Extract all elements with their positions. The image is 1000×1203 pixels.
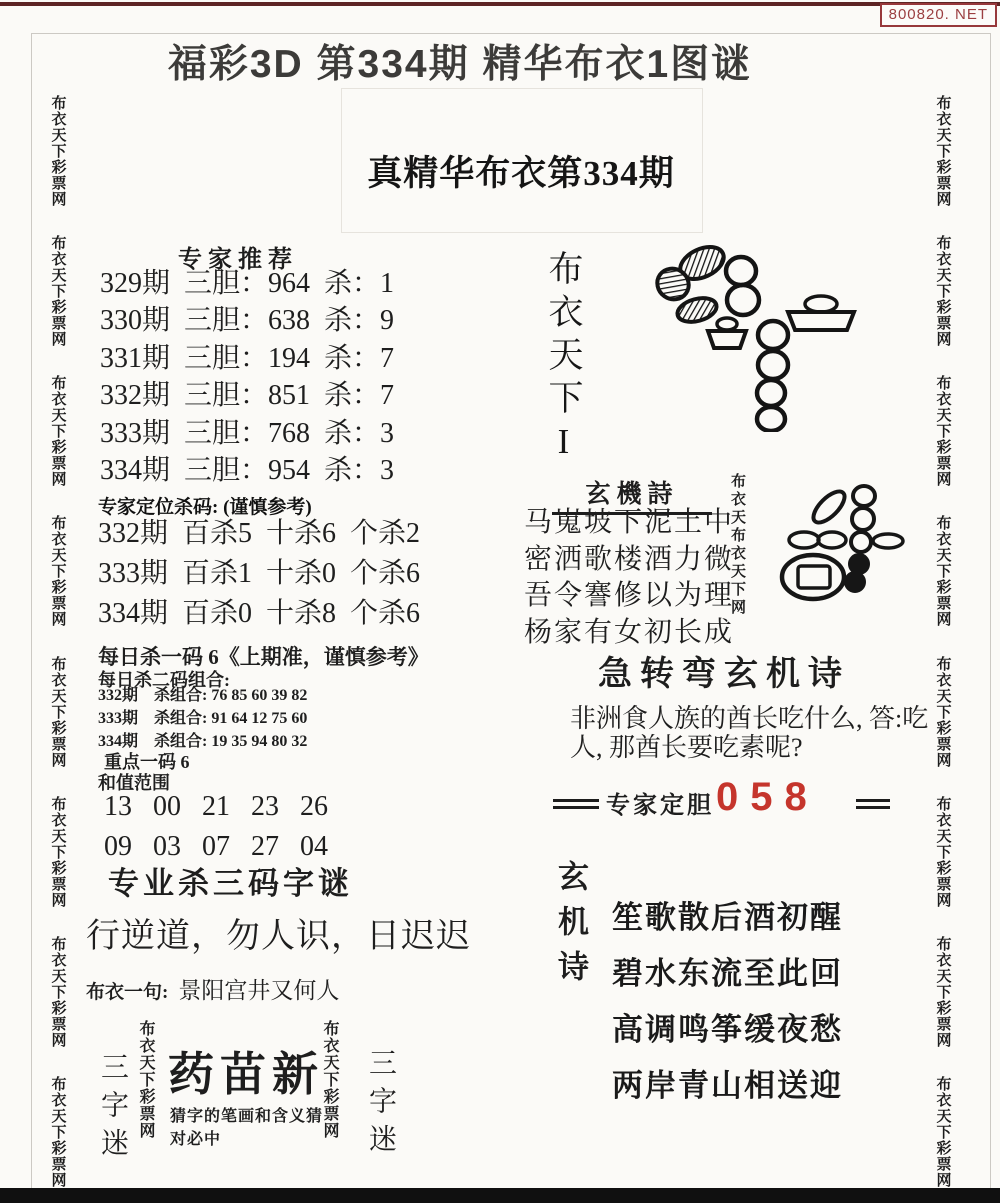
position-kill-row: 334期 百杀0 十杀8 个杀6 — [98, 598, 421, 629]
xuanji-poem-line: 碧水东流至此回 — [612, 956, 843, 991]
three-char-answer: 药苗新 — [168, 1049, 324, 1100]
expert-row: 333期 三胆：768 杀：3 — [100, 417, 395, 449]
buyi-sentence-text: 景阳宫井又何人 — [178, 978, 340, 1003]
double-dash-left — [553, 799, 599, 809]
watermark-column-right — [925, 95, 961, 1188]
mystic-poem-header: 玄機詩 — [552, 474, 712, 515]
xuanji-header-vertical: 玄机诗 — [553, 860, 588, 995]
position-kill-row: 332期 百杀5 十杀6 个杀2 — [98, 518, 421, 549]
top-border — [0, 2, 1000, 6]
mystic-poem-line: 密洒歌楼酒力微 — [524, 543, 735, 575]
watermark-text: 布衣天下彩票网 — [934, 655, 951, 768]
watermark-text: 布衣天下彩票网 — [934, 935, 951, 1048]
watermark-text: 布衣天下彩票网 — [49, 795, 66, 908]
ink-puzzle-drawing-top — [642, 240, 860, 432]
watermark-text: 布衣天下彩票网 — [321, 1020, 338, 1139]
expert-row: 331期 三胆：194 杀：7 — [100, 342, 395, 374]
double-dash-right — [856, 799, 890, 809]
dingdan-label: 专家定胆 — [606, 793, 714, 819]
key-code-label: 重点一码 6 — [104, 752, 190, 772]
page-title: 福彩3D 第334期 精华布衣1图谜 — [167, 43, 753, 86]
mystic-poem-line: 吾令謇修以为理 — [524, 580, 735, 612]
position-kill-header: 专家定位杀码: (谨慎参考) — [98, 497, 312, 518]
turn-poem-line1: 非洲食人族的酋长吃什么, 答:吃 — [570, 704, 929, 733]
sum-row: 13 00 21 23 26 — [104, 791, 328, 822]
xuanji-poem-line: 笙歌散后酒初醒 — [612, 900, 843, 935]
position-kill-row: 333期 百杀1 十杀0 个杀6 — [98, 558, 421, 589]
watermark-column-left — [40, 95, 76, 1188]
position-kill-list — [98, 514, 420, 634]
mystic-side-watermark: 布衣天布衣天下网 — [729, 473, 745, 617]
daily-kill-title: 每日杀一码 6《上期准，谨慎参考》 — [98, 645, 429, 669]
expert-row: 334期 三胆：954 杀：3 — [100, 455, 395, 487]
daily-pair-title: 每日杀二码组合: — [98, 670, 230, 690]
watermark-text: 布衣天下彩票网 — [49, 1075, 66, 1188]
center-title: 真精华布衣第334期 — [367, 154, 675, 193]
three-code-riddle: 行逆道，勿人识，日迟迟 — [86, 918, 471, 955]
turn-poem-header: 急转弯玄机诗 — [598, 656, 850, 693]
watermark-text: 布衣天下彩票网 — [49, 95, 66, 207]
watermark-text: 布衣天下彩票网 — [934, 375, 951, 488]
watermark-text: 布衣天下彩票网 — [49, 375, 66, 488]
expert-row: 329期 三胆：964 杀：1 — [100, 268, 395, 299]
xuanji-poem-line: 两岸青山相送迎 — [612, 1068, 843, 1103]
watermark-text: 布衣天下彩票网 — [934, 95, 951, 207]
xuanji-poem-line: 高调鸣筝缓夜愁 — [612, 1012, 843, 1047]
site-url-badge: 800820. NET — [880, 3, 997, 27]
buyi-sentence-label: 布衣一句: — [86, 982, 169, 1003]
three-char-label-left: 三字迷 — [97, 1052, 128, 1166]
turn-poem-line2: 人, 那酋长要吃素呢? — [570, 733, 803, 762]
three-char-label-right: 三字迷 — [365, 1048, 396, 1162]
answer-note-line2: 对必中 — [170, 1131, 222, 1148]
watermark-text: 布衣天下彩票网 — [137, 1020, 154, 1139]
watermark-text: 布衣天下彩票网 — [49, 655, 66, 768]
expert-recommend-header: 专家推荐 — [178, 247, 298, 273]
sum-row: 09 03 07 27 04 — [104, 831, 328, 862]
mystic-poem — [524, 505, 734, 652]
answer-note-line1: 猜字的笔画和含义猜 — [170, 1108, 324, 1125]
watermark-text: 布衣天下彩票网 — [934, 1075, 951, 1188]
dingdan-value: 058 — [716, 775, 819, 819]
daily-kill-row: 332期 杀组合: 76 85 60 39 82 — [98, 687, 308, 704]
daily-kill-list — [98, 684, 307, 753]
mystic-poem-line: 杨家有女初长成 — [524, 617, 735, 649]
watermark-text: 布衣天下彩票网 — [934, 795, 951, 908]
xuanji-poem — [612, 890, 843, 1114]
watermark-text: 布衣天下彩票网 — [49, 235, 66, 348]
expert-row: 332期 三胆：851 杀：7 — [100, 380, 395, 412]
watermark-text: 布衣天下彩票网 — [934, 515, 951, 628]
mystic-poem-line: 马嵬坡下泥土中 — [524, 507, 735, 538]
expert-recommend-list — [100, 265, 394, 489]
sum-range-values — [104, 787, 328, 867]
buyi-sentence — [86, 972, 339, 1005]
daily-kill-row: 333期 杀组合: 91 64 12 75 60 — [98, 710, 308, 727]
three-code-header: 专业杀三码字谜 — [108, 866, 353, 901]
ink-puzzle-drawing-middle — [772, 468, 912, 608]
sum-range-label: 和值范围 — [98, 773, 170, 793]
daily-kill-row: 334期 杀组合: 19 35 94 80 32 — [98, 733, 308, 750]
bottom-border — [0, 1188, 1000, 1203]
expert-row: 330期 三胆：638 杀：9 — [100, 305, 395, 337]
watermark-text: 布衣天下彩票网 — [49, 935, 66, 1048]
watermark-text: 布衣天下彩票网 — [934, 235, 951, 348]
watermark-text: 布衣天下彩票网 — [49, 515, 66, 628]
brand-vertical-label: 布衣天下I — [544, 250, 583, 469]
